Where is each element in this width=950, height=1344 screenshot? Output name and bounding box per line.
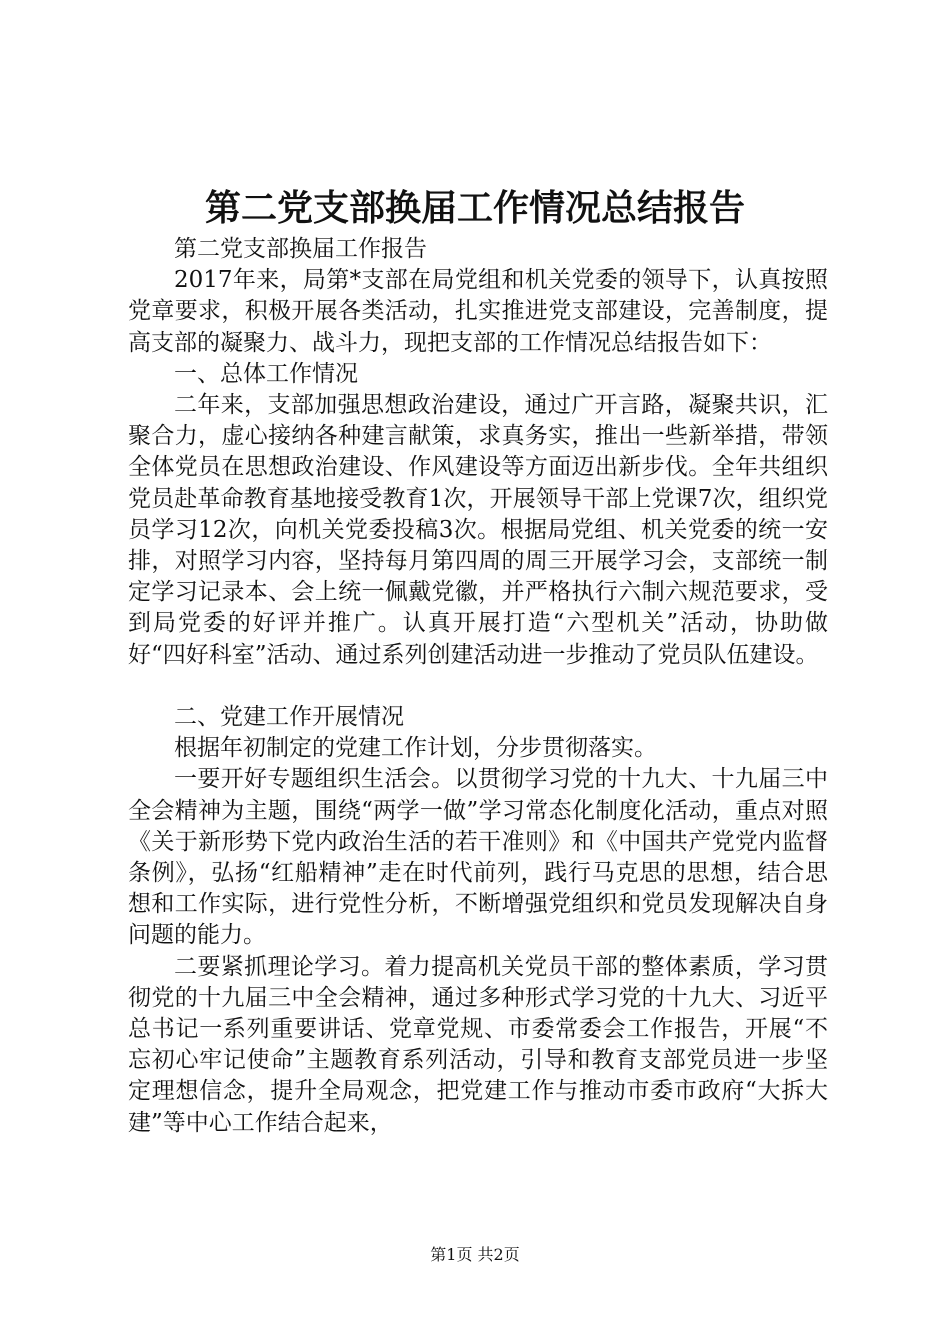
- paragraph-item-1: 一要开好专题组织生活会。以贯彻学习党的十九大、十九届三中全会精神为主题，围绕“两学一做”学习常态化制度化活动，重点对照《关于新形势下党内政治生活的若干准则》和《中国共产党党内监督条例》，弘扬“红船精神”走在时代前列，践行马克思的思想，结合思想和工作实际，进行党性分析，不断增强党组织和党员发现解决自身问题的能力。: [128, 766, 828, 949]
- paragraph-plan: 根据年初制定的党建工作计划，分步贯彻落实。: [174, 735, 657, 762]
- page-number: 第1页 共2页: [430, 1245, 520, 1264]
- paragraph-overall: 二年来，支部加强思想政治建设，通过广开言路，凝聚共识，汇聚合力，虚心接纳各种建言献策，求真务实，推出一些新举措，带领全体党员在思想政治建设、作风建设等方面迈出新步伐。全年共组织党员赴革命教育基地接受教育1次，开展领导干部上党课7次，组织党员学习12次，向机关党委投稿3次。根据局党组、机关党委的统一安排，对照学习内容，坚持每月第四周的周三开展学习会，支部统一制定学习记录本、会上统一佩戴党徽，并严格执行六制六规范要求，受到局党委的好评并推广。认真开展打造“六型机关”活动，协助做好“四好科室”活动、通过系列创建活动进一步推动了党员队伍建设。: [128, 392, 828, 668]
- section-heading-2: 二、党建工作开展情况: [174, 704, 404, 731]
- document-title: 第二党支部换届工作情况总结报告: [204, 187, 745, 229]
- paragraph-subtitle: 第二党支部换届工作报告: [174, 236, 427, 262]
- document-body: [128, 234, 828, 1139]
- paragraph-intro: 2017年来，局第*支部在局党组和机关党委的领导下，认真按照党章要求，积极开展各类活动，扎实推进党支部建设，完善制度，提高支部的凝聚力、战斗力，现把支部的工作情况总结报告如下：: [128, 267, 828, 356]
- paragraph-item-2: 二要紧抓理论学习。着力提高机关党员干部的整体素质，学习贯彻党的十九届三中全会精神，通过多种形式学习党的十九大、习近平总书记一系列重要讲话、党章党规、市委常委会工作报告，开展“不忘初心牢记使命”主题教育系列活动，引导和教育支部党员进一步坚定理想信念，提升全局观念，把党建工作与推动市委市政府“大拆大建”等中心工作结合起来，: [128, 953, 828, 1136]
- section-heading-1: 一、总体工作情况: [174, 360, 358, 387]
